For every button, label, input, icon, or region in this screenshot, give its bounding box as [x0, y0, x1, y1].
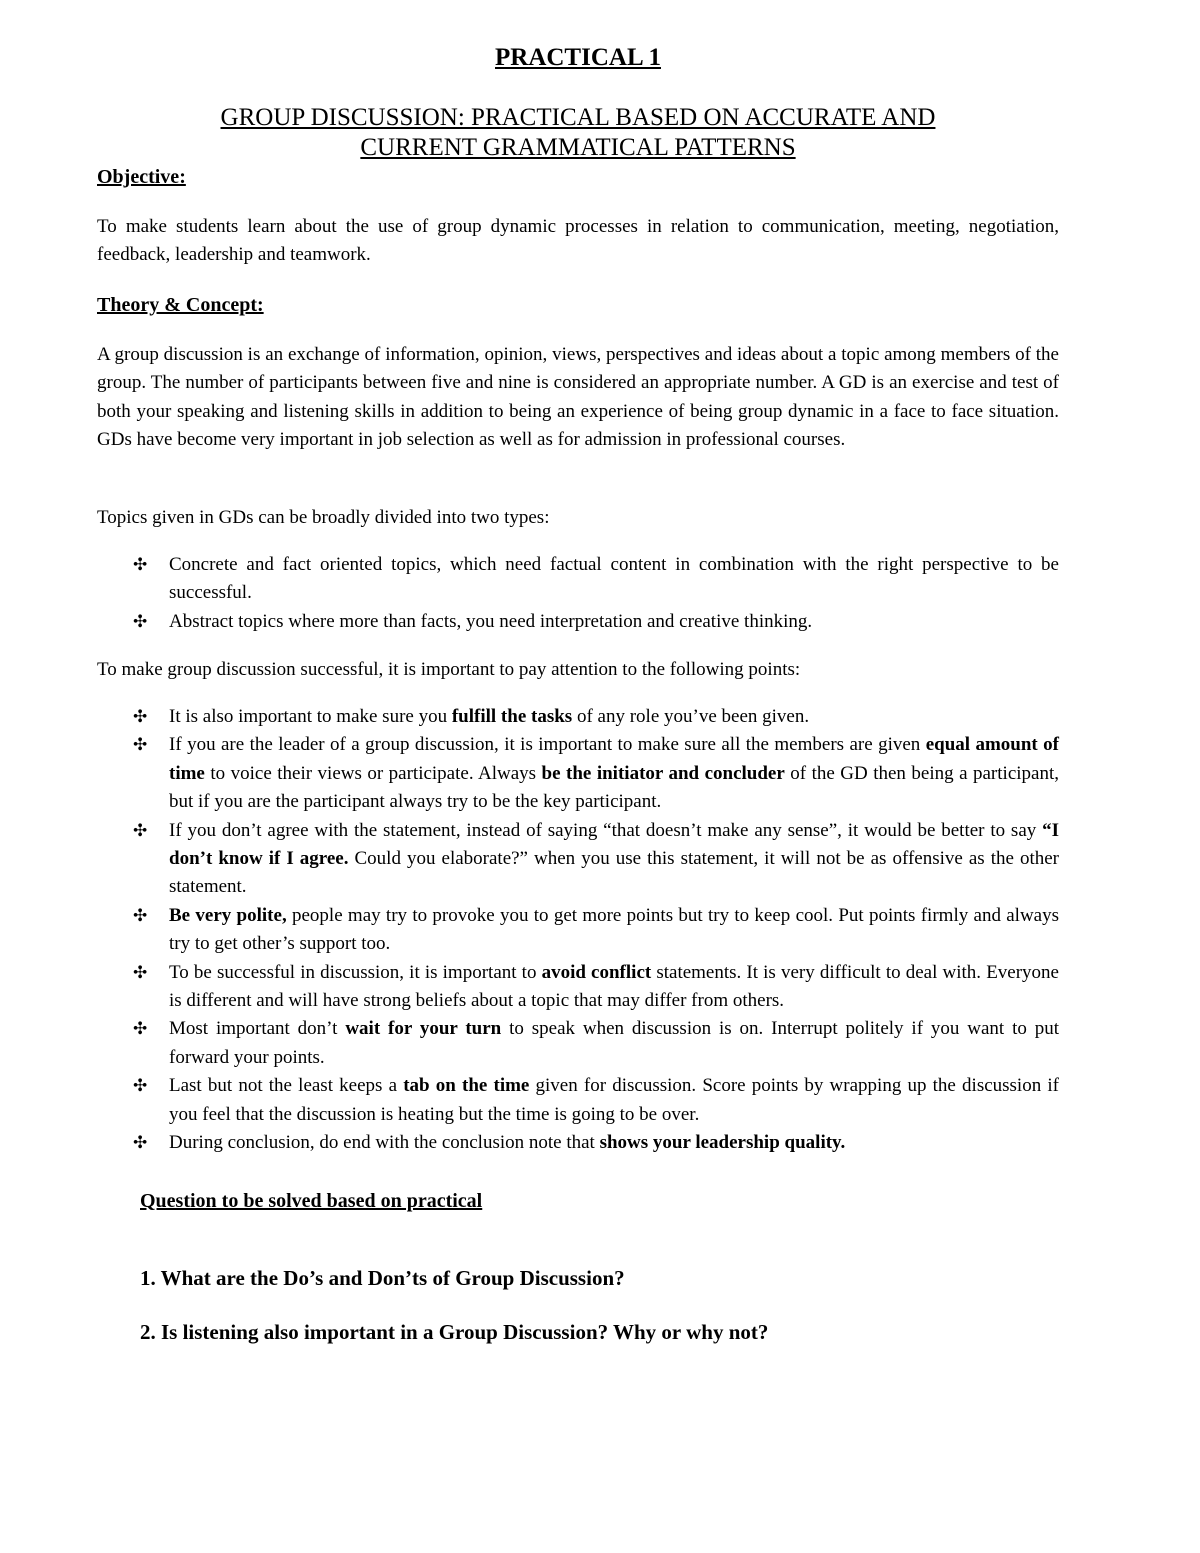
list-item: [97, 703, 1059, 731]
point-text: Last but not the least keeps a: [169, 1075, 404, 1097]
list-item: [97, 731, 1059, 816]
questions-heading: Question to be solved based on practical: [140, 1190, 483, 1212]
topic-text: Abstract topics where more than facts, you need interpretation and creative thinking.: [169, 610, 813, 632]
main-title-line-1: GROUP DISCUSSION: PRACTICAL BASED ON ACCURATE AND: [220, 104, 936, 131]
question-1: 1. What are the Do’s and Don’ts of Group Discussion?: [140, 1266, 625, 1290]
point-text: To be successful in discussion, it is important to: [169, 961, 542, 983]
point-emphasis: fulfill the tasks: [451, 706, 573, 727]
list-item: [97, 1129, 1059, 1157]
topics-list: [97, 551, 1059, 636]
point-text: Could you elaborate?” when you use this statement, it will not be as offensive as the other statement.: [169, 848, 1059, 898]
four-point-star-bullet-icon: ✣: [133, 611, 148, 631]
four-point-star-bullet-icon: ✣: [133, 1076, 148, 1096]
point-emphasis: shows your leadership quality.: [599, 1132, 846, 1154]
four-point-star-bullet-icon: ✣: [133, 1133, 148, 1153]
four-point-star-bullet-icon: ✣: [133, 1019, 148, 1039]
main-title-line-2: CURRENT GRAMMATICAL PATTERNS: [360, 134, 796, 161]
objective-heading: Objective:: [97, 166, 186, 188]
point-text: Most important don’t: [169, 1018, 346, 1040]
points-intro: To make group discussion successful, it is important to pay attention to the following points:: [97, 659, 801, 680]
four-point-star-bullet-icon: ✣: [133, 735, 148, 755]
point-text: people may try to provoke you to get more points but try to keep cool. Put points firmly and always try to get other’s support too.: [169, 904, 1059, 955]
point-text: It is also important to make sure you: [169, 706, 452, 727]
four-point-star-bullet-icon: ✣: [133, 555, 148, 574]
four-point-star-bullet-icon: ✣: [133, 820, 148, 840]
point-emphasis: equal amount of time: [169, 734, 1059, 784]
points-list: [97, 703, 1059, 1158]
practical-title: PRACTICAL 1: [495, 44, 661, 71]
four-point-star-bullet-icon: ✣: [133, 962, 148, 982]
topic-text: Concrete and fact oriented topics, which need factual content in combination with the right perspective to be successful.: [169, 554, 1059, 604]
list-item: [97, 551, 1059, 608]
list-item: [97, 902, 1059, 959]
point-text: to speak when discussion is on. Interrupt politely if you want to put forward your points.: [169, 1018, 1059, 1068]
list-item: [97, 1072, 1059, 1129]
point-text: of any role you’ve been given.: [572, 706, 810, 727]
point-text: to voice their views or participate. Always: [204, 762, 542, 784]
point-emphasis: “I don’t know if I agree.: [169, 819, 1059, 870]
point-emphasis: tab on the time: [403, 1075, 530, 1097]
point-emphasis: be the initiator and concluder: [541, 762, 785, 784]
point-emphasis: wait for your turn: [345, 1018, 502, 1040]
point-emphasis: Be very polite,: [169, 904, 287, 926]
objective-text: To make students learn about the use of group dynamic processes in relation to communication, meeting, negotiation, feedback, leadership and teamwork.: [97, 216, 1059, 266]
point-text: given for discussion. Score points by wrapping up the discussion if you feel that the discussion is heating but the time is going to be over.: [169, 1075, 1059, 1125]
four-point-star-bullet-icon: ✣: [133, 707, 148, 726]
point-text: If you are the leader of a group discussion, it is important to make sure all the members are given: [169, 734, 926, 756]
four-point-star-bullet-icon: ✣: [133, 905, 148, 925]
point-text: During conclusion, do end with the conclusion note that: [169, 1132, 600, 1154]
topics-intro: Topics given in GDs can be broadly divided into two types:: [97, 507, 550, 528]
point-text: If you don’t agree with the statement, instead of saying “that doesn’t make any sense”, it would be better to say: [169, 819, 1043, 841]
list-item: [97, 1015, 1059, 1072]
list-item: [97, 959, 1059, 1016]
main-title: [97, 103, 1059, 163]
question-2: 2. Is listening also important in a Group Discussion? Why or why not?: [140, 1320, 769, 1344]
point-text: of the GD then being a participant, but if you are the participant always try to be the key participant.: [169, 762, 1059, 813]
point-text: statements. It is very difficult to deal with. Everyone is different and will have strong beliefs about a topic that may differ from others.: [169, 961, 1059, 1012]
point-emphasis: avoid conflict: [541, 961, 652, 983]
list-item: [97, 817, 1059, 902]
list-item: [97, 608, 1059, 636]
theory-heading: Theory & Concept:: [97, 294, 264, 316]
theory-text: A group discussion is an exchange of information, opinion, views, perspectives and ideas about a topic among members of the group. The number of participants between five and nine is considered an appropriate number. A GD is an exercise and test of both your speaking and listening skills in addition to being an experience of being group dynamic in a face to face situation. GDs have become very important in job selection as well as for admission in professional courses.: [97, 344, 1059, 451]
